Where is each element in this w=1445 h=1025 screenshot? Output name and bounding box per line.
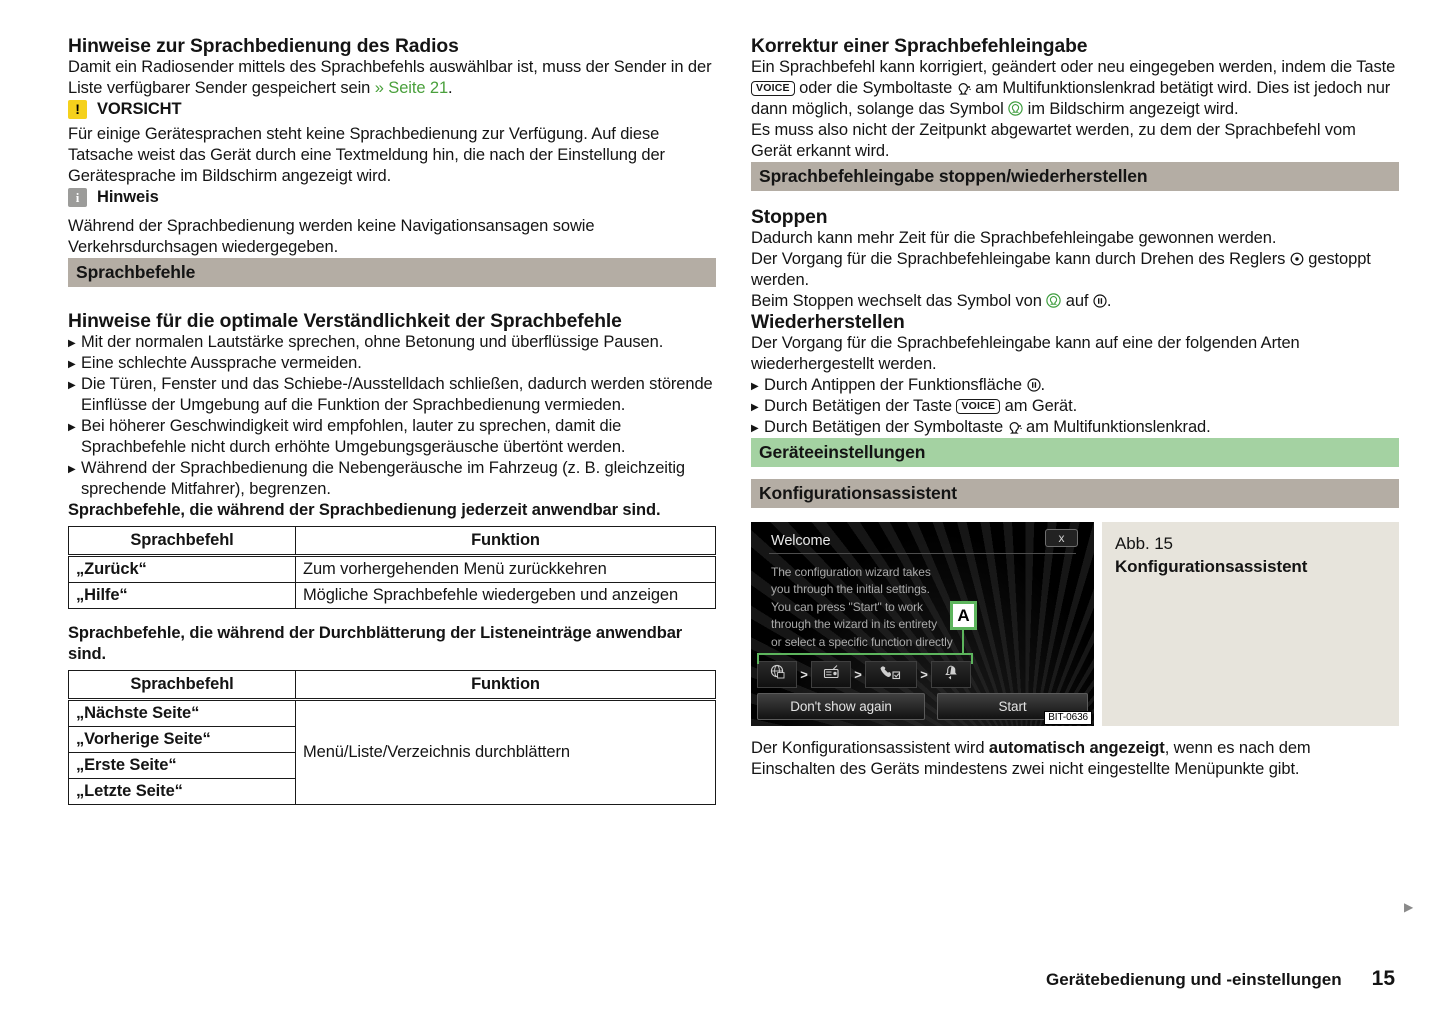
chevron-icon: > [920,667,928,682]
caution-title: VORSICHT [97,100,182,118]
chapter-title: Gerätebedienung und -einstellungen [1046,970,1342,989]
voice-command-table-2 [68,670,716,805]
command-cell: „Hilfe“ [69,583,296,609]
note-body: Während der Sprachbedienung werden keine Navigationsansagen sowie Verkehrsdurchsagen wiedergegeben. [68,217,595,256]
bullet-icon: ▶ [68,338,76,349]
callout-connector [962,630,964,655]
correction-paragraph: Ein Sprachbefehl kann korrigiert, geändert oder neu eingegeben werden, indem die Taste VOICE oder die Symboltaste am Multifunktionslenkrad betätigt wird. Dies ist jedoch nur dann möglich, solange das Symbol im Bildschirm angezeigt wird. [751,58,1396,118]
voice-active-green-icon [1008,101,1023,116]
chevron-icon: > [800,667,808,682]
list-item: ▶ Durch Antippen der Funktionsfläche . [751,375,1399,396]
close-button: x [1045,529,1078,547]
figure-id-tag: BIT-0636 [1044,711,1092,725]
pause-circle-icon [1093,294,1107,308]
dont-show-again-button: Don't show again [757,693,925,720]
speak-head-icon [1008,421,1022,434]
continuation-arrow-icon: ▶ [1404,900,1414,914]
voice-key: VOICE [751,81,795,96]
restore-bullet-list [751,375,1399,438]
command-cell: „Vorherige Seite“ [69,727,296,753]
radio-hint-title: Hinweise zur Sprachbedienung des Radios [68,36,459,57]
table-row [69,583,716,609]
bell-icon [943,664,959,686]
figure-ref: Abb. 15 [1115,534,1173,553]
callout-bracket [757,653,973,655]
column-header: Sprachbefehl [69,527,296,556]
stop-paragraph-1: Dadurch kann mehr Zeit für die Sprachbefehleingabe gewonnen werden. [751,229,1277,247]
callout-label-a: A [950,601,977,630]
list-item: ▶ Während der Sprachbedienung die Nebengeräusche im Fahrzeug (z. B. gleichzeitig sprechende Mitfahrer), begrenzen. [68,459,685,498]
section-bar-sprachbefehle: Sprachbefehle [68,258,716,287]
bullet-icon: ▶ [751,381,759,392]
voice-command-table-1 [68,526,716,609]
phone-tile [865,661,917,688]
voice-active-green-icon [1046,293,1061,308]
radio-tile [811,661,851,688]
table1-caption: Sprachbefehle, die während der Sprachbedienung jederzeit anwendbar sind. [68,501,661,519]
section-bar-stop-restore: Sprachbefehleingabe stoppen/wiederherstellen [751,162,1399,191]
clarity-title: Hinweise für die optimale Verständlichkeit der Sprachbefehle [68,311,622,332]
note-heading [68,187,716,208]
correction-paragraph-2: Es muss also nicht der Zeitpunkt abgewartet werden, zu dem der Sprachbefehl vom Gerät erkannt wird. [751,121,1356,160]
dial-knob-icon [1290,252,1304,266]
restore-title: Wiederherstellen [751,312,905,333]
globe-clock-icon [769,664,786,686]
caution-heading [68,99,716,120]
chevron-icon: > [854,667,862,682]
sound-tile [931,661,971,688]
section-bar-geraeteeinstellungen: Geräteeinstellungen [751,438,1399,467]
wizard-step-icons [757,661,971,688]
page-reference-link[interactable]: » Seite 21 [374,79,449,97]
warning-icon: ! [68,100,87,119]
page-footer [1046,967,1395,991]
infotainment-screenshot [751,522,1094,726]
list-item: ▶ Mit der normalen Lautstärke sprechen, ohne Betonung und überflüssige Pausen. [68,332,716,353]
phone-check-icon [878,664,904,686]
command-cell: „Zurück“ [69,556,296,583]
figure-caption [1102,522,1399,726]
pause-circle-icon [1027,378,1041,392]
dialog-body-text: The configuration wizard takes you through the initial settings. You can press "Start" to work through the wizard in its entirety or select a specific function directly [771,565,953,649]
radio-icon [823,664,840,686]
list-item: ▶ Eine schlechte Aussprache vermeiden. [68,353,716,374]
caution-body: Für einige Gerätesprachen steht keine Sprachbedienung zur Verfügung. Auf diese Tatsache weist das Gerät durch eine Textmeldung hin, die nach der Einstellung der Gerätesprache im Bildschirm angezeigt wird. [68,125,665,185]
dialog-title: Welcome [771,533,831,549]
bullet-icon: ▶ [751,402,759,413]
page-number: 15 [1371,967,1395,990]
command-cell: „Nächste Seite“ [69,700,296,727]
time-settings-tile [757,661,797,688]
function-cell: Menü/Liste/Verzeichnis durchblättern [296,700,716,805]
bullet-icon: ▶ [68,464,76,475]
divider [769,553,1076,554]
bullet-icon: ▶ [751,423,759,434]
left-column [68,36,716,805]
bullet-icon: ▶ [68,380,76,391]
command-cell: „Letzte Seite“ [69,779,296,805]
radio-hint-paragraph: Damit ein Radiosender mittels des Sprachbefehls auswählbar ist, muss der Sender in der Liste verfügbarer Sender gespeichert sein » Seite 21. [68,58,712,97]
function-cell: Zum vorhergehenden Menü zurückkehren [296,556,716,583]
clarity-bullet-list [68,332,716,500]
note-title: Hinweis [97,188,159,206]
restore-intro: Der Vorgang für die Sprachbefehleingabe kann auf eine der folgenden Arten wiederhergestellt werden. [751,334,1300,373]
speak-head-icon [957,82,971,95]
start-button: Start [937,693,1088,720]
command-cell: „Erste Seite“ [69,753,296,779]
figure-15 [751,522,1399,726]
stop-paragraph-3: Beim Stoppen wechselt das Symbol von auf . [751,292,1112,310]
correction-title: Korrektur einer Sprachbefehleingabe [751,36,1088,57]
section-bar-konfigurationsassistent: Konfigurationsassistent [751,479,1399,508]
column-header: Sprachbefehl [69,671,296,700]
list-item: ▶ Bei höherer Geschwindigkeit wird empfohlen, lauter zu sprechen, damit die Sprachbefehle nicht durch erhöhte Umgebungsgeräusche übertönt werden. [68,417,626,456]
stop-paragraph-2: Der Vorgang für die Sprachbefehleingabe kann durch Drehen des Reglers gestoppt werden. [751,250,1371,289]
column-header: Funktion [296,527,716,556]
list-item: ▶ Die Türen, Fenster und das Schiebe-/Ausstelldach schließen, dadurch werden störende Einflüsse der Umgebung auf die Funktion der Sprachbedienung vermieden. [68,375,713,414]
bullet-icon: ▶ [68,359,76,370]
table-row [69,556,716,583]
figure-title: Konfigurationsassistent [1115,557,1308,576]
column-header: Funktion [296,671,716,700]
table2-caption: Sprachbefehle, die während der Durchblätterung der Listeneinträge anwendbar sind. [68,624,683,663]
voice-key: VOICE [956,399,1000,414]
list-item: ▶ Durch Betätigen der Symboltaste am Multifunktionslenkrad. [751,417,1399,438]
list-item: ▶ Durch Betätigen der Taste VOICE am Gerät. [751,396,1399,417]
bullet-icon: ▶ [68,422,76,433]
function-cell: Mögliche Sprachbefehle wiedergeben und anzeigen [296,583,716,609]
auto-display-paragraph: Der Konfigurationsassistent wird automatisch angezeigt, wenn es nach dem Einschalten des Geräts mindestens zwei nicht eingestellte Menüpunkte gibt. [751,739,1311,778]
right-column [751,36,1399,780]
stop-title: Stoppen [751,207,828,228]
info-icon: i [68,188,87,207]
table-row [69,700,716,727]
